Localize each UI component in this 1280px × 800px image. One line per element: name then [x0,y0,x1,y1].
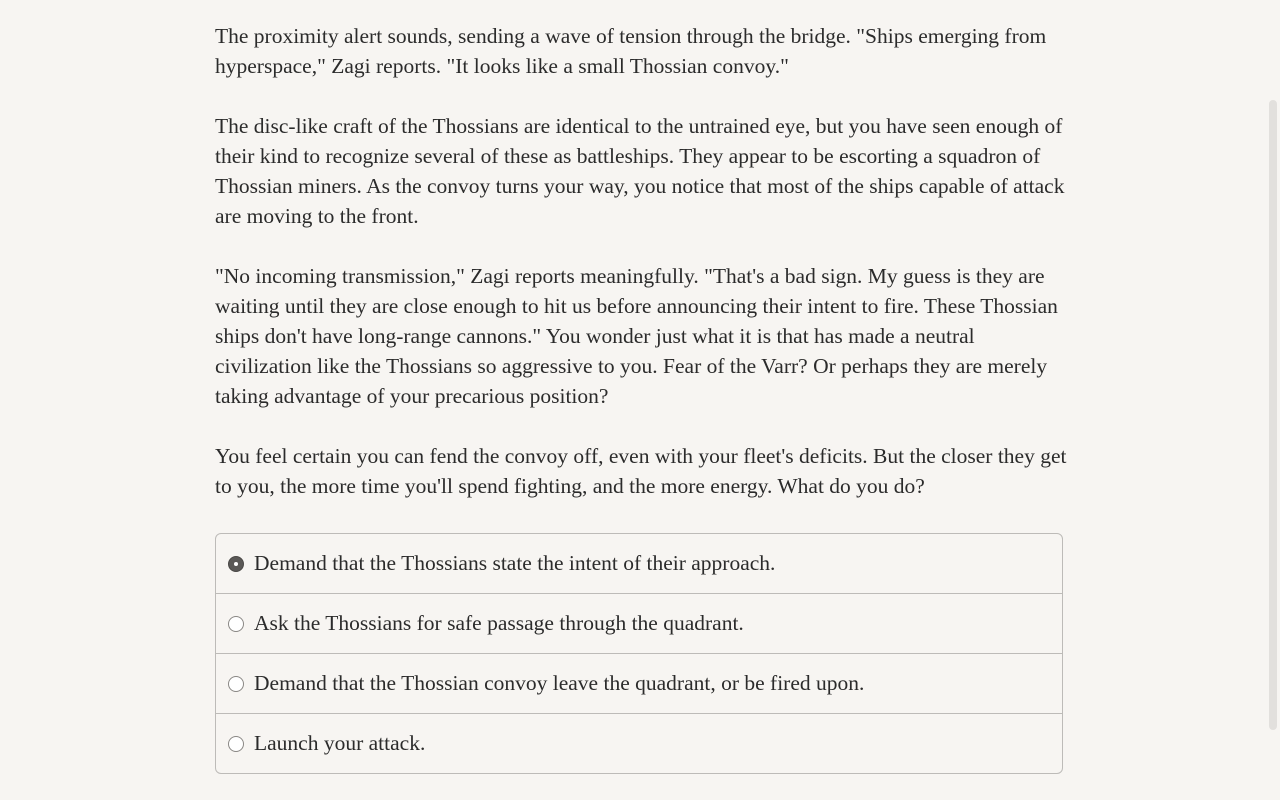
scrollbar-thumb[interactable] [1269,100,1277,730]
choice-label: Launch your attack. [254,731,426,755]
radio-icon[interactable] [228,676,244,692]
story-paragraph: The disc-like craft of the Thossians are identical to the untrained eye, but you have seen enough of their kind to recognize several of these as battleships. They appear to be escorting a squadron of Thossian miners. As the convoy turns your way, you notice that most of the ships capable of attack are moving to the front. [215,114,1065,228]
choice-option-demand-leave[interactable] [216,653,1062,713]
choice-label: Demand that the Thossian convoy leave the quadrant, or be fired upon. [254,671,865,695]
choice-option-demand-intent[interactable] [216,534,1062,593]
story-paragraph: "No incoming transmission," Zagi reports meaningfully. "That's a bad sign. My guess is they are waiting until they are close enough to hit us before announcing their intent to fire. These Thossian ships don't have long-range cannons." You wonder just what it is that has made a neutral civilization like the Thossians so aggressive to you. Fear of the Varr? Or perhaps they are merely taking advantage of your precarious position? [215,264,1058,408]
radio-selected-icon[interactable] [228,556,244,572]
choice-list [215,533,1063,774]
page-scrollbar[interactable] [1266,0,1280,800]
choice-label: Ask the Thossians for safe passage through the quadrant. [254,611,744,635]
choice-option-safe-passage[interactable] [216,593,1062,653]
radio-icon[interactable] [228,616,244,632]
choice-option-launch-attack[interactable] [216,713,1062,773]
story-text [215,21,1075,531]
story-paragraph: You feel certain you can fend the convoy off, even with your fleet's deficits. But the closer they get to you, the more time you'll spend fighting, and the more energy. What do you do? [215,444,1067,498]
story-paragraph: The proximity alert sounds, sending a wave of tension through the bridge. "Ships emerging from hyperspace," Zagi reports. "It looks like a small Thossian convoy." [215,24,1047,78]
choice-label: Demand that the Thossians state the intent of their approach. [254,551,776,575]
radio-icon[interactable] [228,736,244,752]
